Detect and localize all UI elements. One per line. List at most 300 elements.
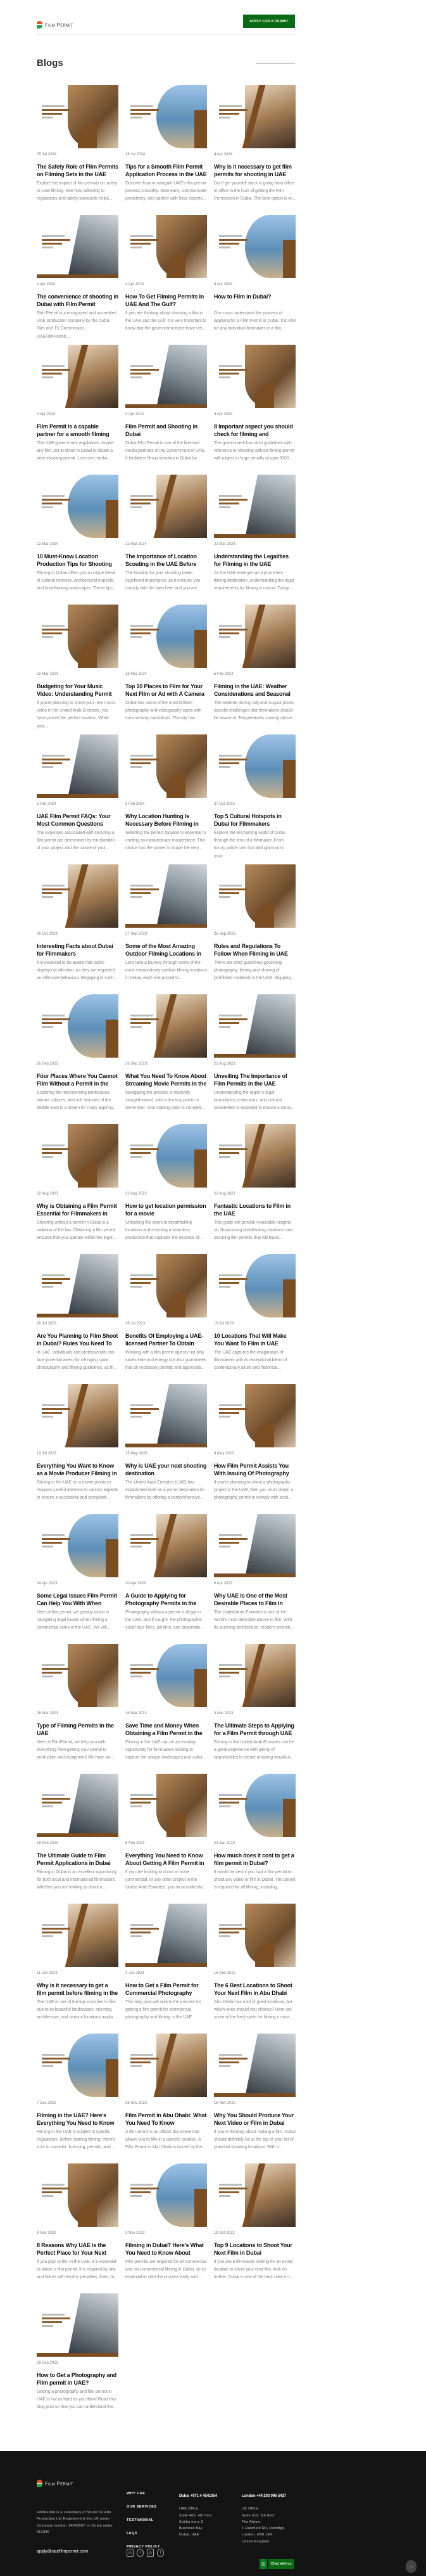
address-line: Sobha Ivory 2 [179,2520,203,2524]
blog-thumbnail[interactable] [214,1774,296,1837]
thumbnail-caption-graphic [42,1015,70,1030]
thumbnail-caption-graphic [219,495,247,510]
blog-card[interactable] [125,1254,207,1378]
thumbnail-caption-graphic [219,1144,247,1160]
blog-title[interactable]: 10 Locations That Will Make You Want To Film In UAE [214,1333,287,1347]
blog-thumbnail[interactable] [214,994,296,1058]
blog-thumbnail[interactable] [214,215,296,278]
blog-card[interactable] [37,1774,118,1897]
blog-date: 22 Aug 2023 [214,1192,235,1196]
blog-title[interactable]: Unveiling The Importance of Film Permits in the UAE [214,1073,287,1087]
address-line: UAE Office [179,2507,199,2511]
blog-title[interactable]: Top 9 Locations to Shoot Your Next Film in Dubai [214,2242,292,2256]
blog-card[interactable] [125,994,207,1118]
address-line: UK Office [242,2507,259,2511]
blog-card[interactable] [37,345,118,468]
blog-title[interactable]: Why Location Hunting Is Necessary Before Filming in [125,813,199,827]
blog-title[interactable]: Everything You Need to Know About Getting A Film Permit in [125,1852,204,1866]
blog-date: 4 Apr 2024 [214,153,233,157]
blog-excerpt: There are strict guidelines governing photography, filming and sharing of prohibited materials in the UAE. Skipping... [214,961,294,981]
blog-date: 6 Apr 2023 [214,1582,233,1586]
blog-date: 25 Jul 2024 [37,153,57,157]
blog-thumbnail[interactable] [214,1384,296,1447]
blog-date: 4 Apr 2024 [214,413,233,416]
thumbnail-caption-graphic [42,105,70,120]
thumbnail-accent-shape [125,924,207,928]
blog-date: 25 Nov 2022 [125,2101,147,2105]
blog-thumbnail[interactable] [125,734,207,798]
chat-label: Chat with us [268,2559,294,2569]
blog-thumbnail[interactable] [125,1124,207,1188]
blog-title[interactable]: Why is Obtaining a Film Permit Essential for Filmmakers in [37,1203,117,1217]
thumbnail-accent-shape [37,794,118,798]
instagram-icon[interactable]: ◎ [147,2549,154,2557]
blog-card[interactable] [37,1384,118,1508]
blog-title[interactable]: A Guide to Applying for Photography Permits in the [125,1592,197,1606]
blog-thumbnail[interactable] [214,2034,296,2097]
blog-card[interactable] [214,215,296,338]
blog-title[interactable]: The Ultimate Guide to Film Permit Applications in Dubai [37,1852,111,1866]
blog-thumbnail[interactable] [37,345,118,408]
blog-card[interactable] [125,85,207,208]
thumbnail-caption-graphic [42,1144,70,1160]
footer-link-why-uae[interactable]: WHY UAE [127,2492,146,2496]
blog-card[interactable] [37,475,118,598]
blog-excerpt: If you are a filmmaker looking for an exotic location to shoot your next film, look no further. Dubai is one of the best cities in t... [214,2260,294,2280]
blog-thumbnail[interactable] [214,1644,296,1707]
blog-date: 3 Mar 2023 [214,1712,234,1715]
blog-date: 4 Apr 2024 [214,283,233,286]
blog-card[interactable] [125,1644,207,1767]
thumbnail-caption-graphic [130,105,159,120]
blog-thumbnail[interactable] [125,1774,207,1837]
blog-thumbnail[interactable] [214,734,296,798]
blog-card[interactable] [37,2163,118,2287]
blog-excerpt: Let's take a journey through some of the most extraordinary outdoor filming locations in Dubai, each one poised to... [125,961,207,981]
blog-date: 28 Mar 2023 [37,1712,58,1715]
blog-title[interactable]: Why is it necessary to get film permits for shooting in UAE [214,163,292,177]
blog-excerpt: Navigating the process is relatively straightforward, with a few key points to remember. Your starting point is completi... [125,1091,205,1111]
blog-card[interactable] [214,2163,296,2287]
blog-thumbnail[interactable] [125,1904,207,1967]
blog-card[interactable] [214,994,296,1118]
thumbnail-accent-shape [37,2353,118,2357]
twitter-icon[interactable]: t [137,2549,144,2557]
thumbnail-photo [68,1774,118,1837]
blog-title[interactable]: Everything You Want to Know as a Movie Producer Filming in [37,1463,117,1477]
social-links [127,2549,164,2557]
thumbnail-caption-graphic [130,1144,159,1160]
blog-title[interactable]: How Film Permit Assists You With Issuing Of Photography [214,1463,289,1477]
blog-title[interactable]: Why UAE Is One of the Most Desirable Places to Film In [214,1592,287,1606]
blog-thumbnail[interactable] [37,2163,118,2227]
blog-date: 18 Nov 2022 [214,2101,236,2105]
address-line: 1 Harefield Rd, Uxbridge, [242,2527,286,2531]
blog-card[interactable] [214,1904,296,2027]
blog-title[interactable]: Top 10 Places to Film for Your Next Film or Ad with A Camera [125,683,204,697]
blog-card[interactable] [214,1124,296,1248]
blog-date: 22 Aug 2023 [125,1192,147,1196]
logo-icon [37,21,42,29]
blog-card[interactable] [37,734,118,858]
blog-title[interactable]: Budgeting for Your Music Video: Understanding Permit [37,683,112,697]
thumbnail-caption-graphic [219,2184,247,2199]
blog-title[interactable]: Some of the Most Amazing Outdoor Filming Locations in [125,943,201,957]
blog-excerpt: Getting a photography and film permit in UAE is not as hard as you think! Read this blog post so that you can understand the... [37,2390,116,2410]
blog-date: 5 Feb 2024 [125,802,145,806]
blog-date: 19 Oct 2022 [214,2231,235,2235]
blog-card[interactable] [125,605,207,728]
blog-excerpt: Photography without a permit is illegal in the UAE, and if caught, the photographer could face fines, jail time, and deportatio... [125,1610,204,1631]
blog-thumbnail[interactable] [125,605,207,668]
blog-date: 22 Mar 2024 [37,542,58,546]
blog-date: 9 May 2023 [214,1452,234,1456]
blog-card[interactable] [37,2034,118,2157]
dubai-phone[interactable]: Dubai +971 4 4541054 [179,2494,217,2498]
thumbnail-accent-shape [194,630,207,668]
whatsapp-chat-button[interactable] [260,2559,294,2569]
blog-card[interactable] [37,864,118,988]
blog-thumbnail[interactable] [214,2163,296,2227]
blog-thumbnail[interactable] [37,85,118,148]
thumbnail-photo [68,2293,118,2357]
company-info: FilmPermit is a subsidiary of Studio 52 Arts Production Ltd Registered in the UK under Company number 14043067, in Dubai under 651846 [37,2511,113,2534]
blog-card[interactable] [125,345,207,468]
thumbnail-caption-graphic [42,1534,70,1549]
blog-card[interactable] [214,1254,296,1378]
blog-title[interactable]: How much does it cost to get a film permit in Dubai? [214,1852,294,1866]
blog-thumbnail[interactable] [37,215,118,278]
thumbnail-accent-shape [125,1444,207,1447]
blog-card[interactable] [214,605,296,728]
blog-thumbnail[interactable] [37,1514,118,1577]
logo[interactable] [37,21,73,29]
blog-thumbnail[interactable] [125,345,207,408]
thumbnail-accent-shape [125,404,207,408]
blog-title[interactable]: Some Legal Issues Film Permit Can Help You With When [37,1592,117,1606]
blog-title[interactable]: Understanding the Legalities for Filming in the UAE [214,553,289,567]
blog-excerpt: Filming in the UAE as a movie producer requires careful attention to various aspects to ensure a successful and compliant... [37,1480,118,1501]
email-link[interactable]: apply@uaefilmpermit.com [37,2549,89,2554]
blog-title[interactable]: Save Time and Money When Obtaining a Film Permit in the [125,1722,203,1736]
blog-excerpt: Working with a film permit agency not only saves time and energy but also guarantees that all necessary permits and approvals... [125,1350,206,1371]
blog-card[interactable] [214,345,296,468]
thumbnail-caption-graphic [130,1924,159,1939]
footer-link-faqs[interactable]: FAQS [127,2532,137,2535]
thumbnail-caption-graphic [130,885,159,900]
blog-title[interactable]: What You Need To Know About Streaming Movie Permits in the [125,1073,207,1087]
thumbnail-caption-graphic [130,495,159,510]
blog-excerpt: Understanding the region's legal boundaries, restrictions, and cultural sensitivities is essential to ensure a smoo... [214,1091,295,1111]
blog-card[interactable] [125,734,207,858]
blog-thumbnail[interactable] [125,1384,207,1447]
thumbnail-caption-graphic [130,235,159,250]
blog-title[interactable]: The Safety Role of Film Permits on Filming Sets in the UAE [37,163,118,177]
blog-card[interactable] [37,1124,118,1248]
thumbnail-accent-shape [106,1539,118,1577]
blog-excerpt: A film permit is an official document that allows you to film in a specific location. A Film Permit in Abu Dhabi is issued by the... [125,2130,206,2150]
blog-excerpt: Dubai has some of the most brilliant photography and videography spots with mesmerising backdrops. The city has... [125,701,201,721]
blog-title[interactable]: Why is UAE your next shooting destination [125,1463,207,1477]
blog-title[interactable]: The Ultimate Steps to Applying for a Film Permit through UAE [214,1722,294,1736]
blog-card[interactable] [214,734,296,858]
blog-excerpt: As the UAE emerges as a prominent filming destination, understanding the legal requirements for filming is crucial. Today... [214,571,294,591]
blog-date: 6 Feb 2023 [125,1842,145,1845]
thumbnail-caption-graphic [42,2314,70,2329]
blog-card[interactable] [125,215,207,338]
blog-title[interactable]: UAE Film Permit FAQs: Your Most Common Questions [37,813,111,827]
thumbnail-photo [156,1904,207,1967]
blog-thumbnail[interactable] [37,1384,118,1447]
thumbnail-caption-graphic [42,1664,70,1679]
blog-title[interactable]: Four Places Where You Cannot Film Without a Permit in the [37,1073,118,1087]
thumbnail-accent-shape [106,1020,118,1058]
blog-card[interactable] [37,994,118,1118]
site-header [37,0,295,35]
address-line: United Kingdom [242,2539,270,2544]
blog-thumbnail[interactable] [214,1254,296,1317]
blog-title[interactable]: Filming in Dubai? Here's What You Need to Know About [125,2242,204,2256]
blog-thumbnail[interactable] [125,994,207,1058]
blog-thumbnail[interactable] [125,1514,207,1577]
blog-card[interactable] [125,475,207,598]
address-line: London, UB8 1EX [242,2533,273,2537]
blog-thumbnail[interactable] [214,85,296,148]
blog-card[interactable] [125,2034,207,2157]
thumbnail-caption-graphic [130,1404,159,1419]
blog-thumbnail[interactable] [125,2034,207,2097]
address-line: Dubai, UAE [179,2533,199,2537]
blog-excerpt: Unlocking the doors to breathtaking locations and ensuring a seamless production that captures the essence of... [125,1221,203,1241]
blog-excerpt: Filming in Dubai offers you a unique blend of cultural richness, architectural marvels, and breathtaking landscapes. These tips... [37,571,116,591]
site-footer [0,2451,426,2576]
blog-thumbnail[interactable] [37,475,118,538]
blog-thumbnail[interactable] [125,2163,207,2227]
blog-card[interactable] [37,605,118,728]
blog-excerpt: Explore the impact of film permits on safety in UAE filming. See how adhering to regulations and safety standards helps... [37,181,118,202]
blog-card[interactable] [37,1904,118,2027]
blog-card[interactable] [214,475,296,598]
blog-thumbnail[interactable] [37,734,118,798]
blog-excerpt: The location for your shooting bears significant importance, as it ensures you comply with the laws here and you are... [125,571,201,591]
blog-title[interactable]: Film Permit and Shooting in Dubai [125,423,198,437]
blog-date: 26 Sep 2023 [125,1062,147,1066]
london-office [242,2493,286,2545]
thumbnail-caption-graphic [219,1274,247,1290]
thumbnail-photo [68,734,118,798]
blog-title[interactable]: Film Permit in Abu Dhabi: What You Need To Know [125,2112,207,2126]
blog-thumbnail[interactable] [125,1254,207,1317]
thumbnail-photo [156,345,207,408]
blog-title[interactable]: Filming in the UAE: Weather Considerations and Seasonal [214,683,291,697]
blog-title[interactable]: How to get location permission for a movie [125,1203,206,1217]
blog-card[interactable] [214,85,296,208]
thumbnail-caption-graphic [219,755,247,770]
blog-excerpt: The weather during July and August poses specific challenges that filmmakers should be aware of. Temperatures soaring above... [214,701,296,721]
blog-date: 22 Mar 2024 [125,542,147,546]
apply-for-permit-button[interactable]: APPLY FOR A PERMIT [243,15,295,28]
blog-excerpt: This blog post will outline the process for getting a film permit for commercial photography and filming in the UAE. [125,2000,201,2020]
thumbnail-caption-graphic [219,1534,247,1549]
blog-card[interactable] [37,2293,118,2417]
thumbnail-accent-shape [214,1054,296,1058]
thumbnail-photo [245,1514,296,1577]
blog-thumbnail[interactable] [214,345,296,408]
blog-thumbnail[interactable] [125,85,207,148]
blog-date: 26 Jul 2023 [125,1322,146,1326]
blog-title[interactable]: Rules and Regulations To Follow When Filming in UAE [214,943,288,957]
blog-date: 27 Oct 2023 [214,802,235,806]
blog-title[interactable]: How to Get a Photography and Film permit in UAE? [37,2372,116,2386]
blog-thumbnail[interactable] [214,1514,296,1577]
logo-icon [37,2480,42,2487]
blog-thumbnail[interactable] [37,864,118,928]
blog-card[interactable] [125,864,207,988]
blog-title[interactable]: How to Film in Dubai? [214,293,272,300]
blog-thumbnail[interactable] [37,994,118,1058]
blog-excerpt: The UAE is one of the top countries to film due to its beautiful landscapes, stunning architecture, and various locations availa... [37,2000,116,2020]
chat-widget-icon[interactable]: ◌ [406,2560,417,2573]
blog-thumbnail[interactable] [37,1904,118,1967]
blog-card[interactable] [214,1384,296,1508]
blog-card[interactable] [37,1644,118,1767]
blog-title[interactable]: Interesting Facts about Dubai for Filmmakers [37,943,113,957]
blog-card[interactable] [37,1254,118,1378]
thumbnail-photo [245,475,296,538]
blog-date: 27 Sep 2023 [125,932,147,936]
thumbnail-caption-graphic [42,495,70,510]
blog-title[interactable]: Filming in the UAE? Here's Everything You Need to Know [37,2112,115,2126]
thumbnail-caption-graphic [219,2054,247,2069]
thumbnail-photo [156,1384,207,1447]
footer-logo[interactable] [37,2480,73,2487]
blog-card[interactable] [214,864,296,988]
blog-card[interactable] [37,85,118,208]
blog-thumbnail[interactable] [125,475,207,538]
blog-thumbnail[interactable] [37,2293,118,2357]
blog-thumbnail[interactable] [214,475,296,538]
blog-excerpt: The UAE captures the imagination of filmmakers with its exceptional blend of contemporary allure and historical... [214,1350,287,1371]
thumbnail-caption-graphic [42,2054,70,2069]
blog-date: 26 Jul 2023 [37,1322,57,1326]
blog-thumbnail[interactable] [125,215,207,278]
blog-title[interactable]: Fantastic Locations to Film in the UAE [214,1203,291,1217]
blog-thumbnail[interactable] [37,1124,118,1188]
blog-title[interactable]: How to Get a Film Permit for Commercial Photography [125,1982,199,1996]
blog-card[interactable] [214,1774,296,1897]
footer-link-privacy-policy[interactable]: PRIVACY POLICY [127,2545,160,2549]
address-line: Business Bay [179,2527,203,2531]
blog-thumbnail[interactable] [37,1774,118,1837]
blog-title[interactable]: Film Permit is a capable partner for a smooth filming [37,423,110,437]
blog-thumbnail[interactable] [125,1644,207,1707]
blog-card[interactable] [125,2163,207,2287]
blog-card[interactable] [214,1644,296,1767]
blog-card[interactable] [125,1514,207,1637]
blog-title[interactable]: 8 Important aspect you should check for filming and [214,423,293,437]
thumbnail-caption-graphic [42,1404,70,1419]
blog-excerpt: This guide will provide invaluable insights on showcasing breathtaking locations and securing film permits that will leave... [214,1221,292,1241]
thumbnail-accent-shape [283,760,296,798]
blog-date: 4 Apr 2024 [125,413,144,416]
thumbnail-caption-graphic [42,1924,70,1939]
address-line: Suite 512, 5th floor [242,2513,275,2518]
blog-title[interactable]: Are You Planning to Film Shoot in Dubai? Rules You Need To [37,1333,118,1347]
blog-thumbnail[interactable] [214,1904,296,1967]
blog-title[interactable]: Why is it necessary to get a film permit before filming in the [37,1982,118,1996]
blog-card[interactable] [214,2034,296,2157]
thumbnail-photo [245,2034,296,2097]
blog-card[interactable] [125,1904,207,2027]
blog-title[interactable]: Benefits Of Employing a UAE-licensed Partner To Obtain [125,1333,203,1347]
blog-grid [37,85,296,2417]
thumbnail-photo [68,215,118,278]
blog-title[interactable]: Why You Should Produce Your Next Video or Film in Dubai [214,2112,294,2126]
blog-thumbnail[interactable] [37,1644,118,1707]
linkedin-icon[interactable]: in [127,2549,134,2557]
blog-date: 22 Mar 2024 [37,672,58,676]
blog-thumbnail[interactable] [125,864,207,928]
page-title: Blogs [37,58,63,68]
blog-thumbnail[interactable] [214,864,296,928]
blog-title[interactable]: How To Get Filming Permits In UAE And The Gulf? [125,293,204,307]
footer-link-our-services[interactable]: OUR SERVICES [127,2505,157,2509]
blog-card[interactable] [125,1774,207,1897]
london-phone[interactable]: London +44 203 096 5437 [242,2494,286,2498]
footer-link-testimonial[interactable]: TESTIMONIAL [127,2518,154,2522]
thumbnail-caption-graphic [130,2184,159,2199]
blog-date: 3 Jan 2023 [125,1971,144,1975]
facebook-icon[interactable]: f [157,2549,164,2557]
blog-title[interactable]: The Importance of Location Scouting in the UAE Before [125,553,197,567]
thumbnail-caption-graphic [42,235,70,250]
blog-title[interactable]: The convenience of shooting in Dubai with Film Permit [37,293,118,307]
thumbnail-accent-shape [283,1279,296,1317]
thumbnail-caption-graphic [130,1794,159,1809]
blog-title[interactable]: Type of Filming Permits in the UAE [37,1722,114,1736]
blog-excerpt: Discover how to navigate UAE's film permit process smoothly. Start early, communicate proactively, and partner with local experts... [125,181,207,202]
blog-thumbnail[interactable] [37,605,118,668]
blog-thumbnail[interactable] [214,605,296,668]
blog-date: 3 Nov 2022 [125,2231,145,2235]
blog-title[interactable]: 8 Reasons Why UAE is the Perfect Place for Your Next [37,2242,106,2256]
blog-thumbnail[interactable] [37,2034,118,2097]
blog-date: 4 Apr 2024 [37,283,56,286]
blog-title[interactable]: Top 5 Cultural Hotspots in Dubai for Filmmakers [214,813,282,827]
thumbnail-caption-graphic [219,1015,247,1030]
blog-title[interactable]: 10 Must-Know Location Production Tips for Shooting [37,553,112,567]
blog-card[interactable] [125,1384,207,1508]
thumbnail-caption-graphic [42,365,70,380]
blog-card[interactable] [37,1514,118,1637]
blog-title[interactable]: The 6 Best Locations to Shoot Your Next Film in Abu Dhabi [214,1982,292,1996]
thumbnail-caption-graphic [219,1664,247,1679]
blog-card[interactable] [214,1514,296,1637]
thumbnail-accent-shape [125,1963,207,1967]
blog-date: 19 Jul 2023 [37,1452,57,1456]
thumbnail-caption-graphic [219,105,247,120]
blog-date: 4 Apr 2024 [37,413,56,416]
blog-date: 19 Jul 2023 [214,1322,234,1326]
blog-thumbnail[interactable] [37,1254,118,1317]
blog-card[interactable] [37,215,118,338]
blog-excerpt: Don't get yourself stuck in going from office to office in the hunt of getting the Film Permission in Dubai. The best option is to... [214,181,296,202]
blog-thumbnail[interactable] [214,1124,296,1188]
thumbnail-caption-graphic [130,625,159,640]
blog-card[interactable] [125,1124,207,1248]
blog-title[interactable]: Tips for a Smooth Film Permit Application Process in the UAE [125,163,207,177]
thumbnail-caption-graphic [219,365,247,380]
